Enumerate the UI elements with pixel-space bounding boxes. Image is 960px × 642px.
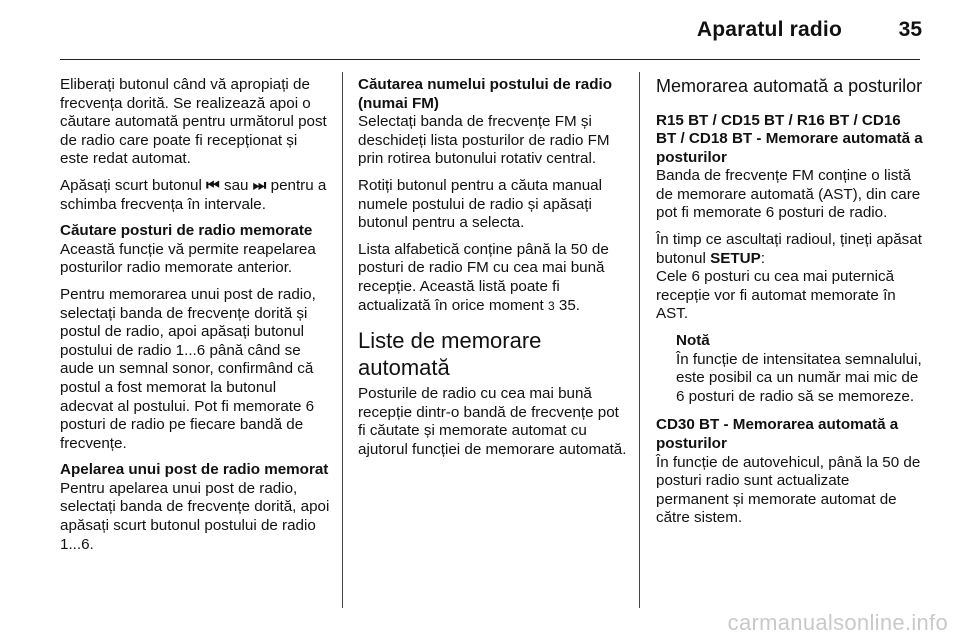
page-number: 35 (898, 18, 922, 41)
paragraph: Posturile de radio cu cea mai bună recepție dintr-o bandă de frecvențe pot fi căutate și memorate automat cu ajutorul funcției de memorare automată. (358, 385, 627, 458)
setup-button-label: SETUP (710, 249, 761, 267)
text: Cele 6 posturi cu cea mai puternică recepție vor fi automat memorate în AST. (656, 268, 896, 323)
column-3 (656, 76, 924, 536)
subheading: R15 BT / CD15 BT / R16 BT / CD16 BT / CD18 BT - Memorare automată a posturilor (656, 111, 923, 166)
note-box (656, 332, 924, 406)
next-track-icon: ⏭ (252, 176, 267, 194)
paragraph: Această funcție vă permite reapelarea posturilor radio memorate anterior. (60, 240, 316, 277)
column-divider-2 (639, 72, 640, 608)
previous-track-icon: ⏮ (206, 176, 220, 194)
text: Lista alfabetică conține până la 50 de posturi de radio FM cu cea mai bună recepție. Această listă poate fi actualizată în orice moment (358, 240, 609, 314)
header-title: Aparatul radio (696, 18, 842, 41)
paragraph: Eliberați butonul când vă apropiați de frecvența dorită. Se realizează apoi o căutare automată pentru următorul post de radio care poate fi recepționat și este redat automat. (60, 76, 327, 168)
text: sau (223, 176, 249, 194)
text: pentru a schimba frecvența în intervale. (60, 176, 327, 213)
paragraph: În funcție de autovehicul, până la 50 de posturi radio sunt actualizate permanent și memorate automat de către sistem. (656, 453, 921, 527)
subheading: Căutarea numelui postului de radio (numai FM) (358, 76, 613, 112)
column-2 (358, 76, 628, 468)
paragraph: Selectați banda de frecvențe FM și deschideți lista posturilor de radio FM prin rotirea butonului rotativ central. (358, 113, 610, 168)
subheading: Apelarea unui post de radio memorat (60, 461, 329, 479)
page-reference-icon[interactable]: 3 (547, 298, 555, 313)
paragraph (656, 231, 924, 324)
subheading: Căutare posturi de radio memorate (60, 222, 313, 240)
paragraph: Rotiți butonul pentru a căuta manual numele postului de radio și apăsați butonul pentru a selecta. (358, 176, 603, 232)
paragraph (358, 241, 628, 315)
header-rule (60, 59, 920, 60)
section-heading: Memorarea automată a posturilor (656, 76, 923, 96)
text: Apăsați scurt butonul (60, 176, 202, 194)
note-text: În funcție de intensitatea semnalului, este posibil ca un număr mai mic de 6 posturi de radio să se memoreze. (676, 350, 922, 405)
subheading: CD30 BT - Memorarea automată a posturilor (656, 416, 899, 452)
column-divider-1 (342, 72, 343, 608)
page-reference-link[interactable]: 35. (558, 296, 580, 314)
text: În timp ce ascultați radioul, țineți apăsat butonul (656, 231, 922, 267)
text: : (760, 249, 765, 267)
paragraph: Pentru apelarea unui post de radio, selectați banda de frecvențe dorită, apoi apăsați scurt butonul postului de radio 1...6. (60, 479, 330, 553)
watermark: carmanualsonline.info (727, 610, 948, 635)
section-heading: Liste de memorare automată (358, 328, 542, 381)
column-1 (60, 76, 330, 562)
note-title: Notă (676, 332, 710, 350)
paragraph (60, 177, 330, 214)
paragraph: Pentru memorarea unui post de radio, selectați banda de frecvențe dorită și postul de radio, apoi apăsați butonul postului de radio 1...6 până când se aude un semnal sonor, confirmând că postul a fost memorat la butonul adecvat al postului. Pot fi memorate 6 posturi de radio pe fiecare bandă de frecvențe. (60, 285, 316, 452)
paragraph: Banda de frecvențe FM conține o listă de memorare automată (AST), din care pot fi memorate 6 posturi de radio. (656, 167, 921, 222)
